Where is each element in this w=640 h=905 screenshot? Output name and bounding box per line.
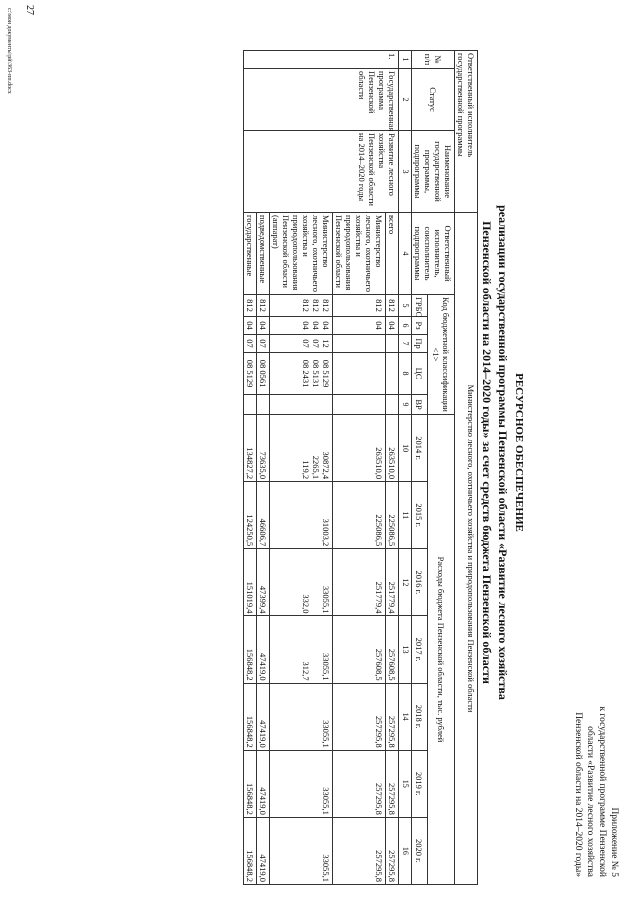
expense-cell: 31003,2 bbox=[270, 482, 333, 549]
expense-cell: 33055,1 332,0 bbox=[270, 549, 333, 616]
index-cell: 4 bbox=[399, 213, 412, 295]
executor-label: Ответственный исполнитель государственной программы bbox=[455, 51, 478, 213]
program-status: Государственная программа Пензенской области bbox=[244, 69, 399, 131]
doc-subtitle: Пензенской области на 2014–2020 годы» за счет средств бюджета Пензенской области bbox=[480, 221, 494, 684]
appendix-line: области «Развитие лесного хозяйства bbox=[585, 726, 595, 877]
pr-cell: 07 bbox=[244, 335, 257, 353]
expense-cell: 134827,2 bbox=[244, 415, 257, 482]
doc-subtitle: реализации государственной программы Пензенской области «Развитие лесного хозяйства bbox=[496, 205, 510, 700]
grbs-cell: 812 bbox=[386, 295, 399, 317]
vr-cell bbox=[244, 395, 257, 415]
index-cell: 12 bbox=[399, 549, 412, 616]
expense-cell: 263510,0 bbox=[333, 415, 386, 482]
rz-cell: 04 bbox=[386, 317, 399, 335]
col-status: Статус bbox=[412, 69, 455, 131]
executor-cell: Министерство лесного, охотничьего хозяйства и природопользования Пензенской области (аппарат) bbox=[270, 213, 333, 295]
expense-cell: 47399,4 bbox=[257, 549, 270, 616]
index-cell: 7 bbox=[399, 335, 412, 353]
expense-cell: 257608,5 bbox=[333, 616, 386, 683]
cs-cell: 08 0561 bbox=[257, 353, 270, 395]
col-budget-code: Код бюджетной классификации <1> bbox=[427, 295, 454, 415]
pr-cell bbox=[386, 335, 399, 353]
executor-cell: Министерство лесного, охотничьего хозяйства и природопользования Пензенской области bbox=[333, 213, 386, 295]
expense-cell: 47419,0 bbox=[257, 817, 270, 884]
expense-cell: 73635,0 bbox=[257, 415, 270, 482]
index-cell: 2 bbox=[399, 69, 412, 131]
expense-cell: 257295,8 bbox=[333, 750, 386, 817]
col-pr: Пр bbox=[412, 335, 428, 353]
col-vr: ВР bbox=[412, 395, 428, 415]
col-name: Наименование государственной программы, подпрограммы bbox=[412, 131, 455, 213]
vr-cell bbox=[386, 395, 399, 415]
col-year: 2020 г. bbox=[412, 817, 428, 884]
expense-cell: 257295,8 bbox=[386, 683, 399, 750]
index-cell: 10 bbox=[399, 415, 412, 482]
cs-cell bbox=[386, 353, 399, 395]
expense-cell: 257608,5 bbox=[386, 616, 399, 683]
expense-cell: 225086,5 bbox=[333, 482, 386, 549]
rz-cell: 04 bbox=[244, 317, 257, 335]
appendix-line: к государственной программе Пензенской bbox=[597, 706, 607, 877]
executor-cell: государственные bbox=[244, 213, 257, 295]
index-cell: 15 bbox=[399, 750, 412, 817]
expense-cell: 156848,2 bbox=[244, 683, 257, 750]
expense-cell: 33055,1 bbox=[270, 683, 333, 750]
expense-cell: 30872,4 2265,1 119,2 bbox=[270, 415, 333, 482]
appendix-line: Пензенской области на 2014–2020 годы» bbox=[573, 712, 583, 877]
col-year: 2019 г. bbox=[412, 750, 428, 817]
index-row bbox=[399, 51, 412, 885]
pr-cell: 12 07 07 bbox=[270, 335, 333, 353]
file-path: c:\мои документы\рй\363-пп.docx bbox=[6, 8, 12, 94]
index-cell: 8 bbox=[399, 353, 412, 395]
expense-cell: 47419,0 bbox=[257, 683, 270, 750]
executor-cell: подведомственные bbox=[257, 213, 270, 295]
expense-cell: 156848,2 bbox=[244, 817, 257, 884]
col-num: № п/п bbox=[412, 51, 455, 69]
expense-cell: 257295,8 bbox=[333, 683, 386, 750]
rz-cell: 04 04 04 bbox=[270, 317, 333, 335]
expense-cell: 251779,4 bbox=[386, 549, 399, 616]
vr-cell bbox=[270, 395, 333, 415]
grbs-cell: 812 bbox=[257, 295, 270, 317]
index-cell: 3 bbox=[399, 131, 412, 213]
row-number: 1. bbox=[244, 51, 399, 69]
col-year: 2016 г. bbox=[412, 549, 428, 616]
appendix-note bbox=[572, 647, 620, 877]
expense-cell: 257295,8 bbox=[333, 817, 386, 884]
col-year: 2018 г. bbox=[412, 683, 428, 750]
col-year: 2015 г. bbox=[412, 482, 428, 549]
pr-cell: 07 bbox=[257, 335, 270, 353]
expense-cell: 47419,0 bbox=[257, 616, 270, 683]
expense-cell: 46606,7 bbox=[257, 482, 270, 549]
col-grbs: ГРБС bbox=[412, 295, 428, 317]
col-year: 2017 г. bbox=[412, 616, 428, 683]
grbs-cell: 812 812 812 bbox=[270, 295, 333, 317]
index-cell: 13 bbox=[399, 616, 412, 683]
vr-cell bbox=[333, 395, 386, 415]
index-cell: 16 bbox=[399, 817, 412, 884]
table-body bbox=[244, 51, 399, 885]
col-executor: Ответственный исполнитель, соисполнитель подпрограммы bbox=[412, 213, 455, 295]
rz-cell: 04 bbox=[257, 317, 270, 335]
expense-cell: 225086,5 bbox=[386, 482, 399, 549]
table-row bbox=[386, 51, 399, 885]
index-cell: 11 bbox=[399, 482, 412, 549]
executor-value: Министерство лесного, охотничьего хозяйства и природопользования Пензенской области bbox=[455, 213, 478, 885]
page-number: 27 bbox=[24, 5, 35, 15]
doc-title: РЕСУРСНОЕ ОБЕСПЕЧЕНИЕ bbox=[513, 373, 525, 532]
expense-cell: 257295,8 bbox=[386, 750, 399, 817]
index-cell: 1 bbox=[399, 51, 412, 69]
col-year: 2014 г. bbox=[412, 415, 428, 482]
expense-cell: 33055,1 bbox=[270, 750, 333, 817]
col-expenses: Расходы бюджета Пензенской области, тыс. рублей bbox=[427, 415, 454, 885]
appendix-line: Приложение № 5 bbox=[609, 807, 619, 877]
col-cs: ЦС bbox=[412, 353, 428, 395]
index-cell: 6 bbox=[399, 317, 412, 335]
expense-cell: 251779,4 bbox=[333, 549, 386, 616]
cs-cell: 08 5129 bbox=[244, 353, 257, 395]
index-cell: 9 bbox=[399, 395, 412, 415]
program-name: Развитие лесного хозяйства Пензенской области на 2014–2020 годы bbox=[244, 131, 399, 213]
expense-cell: 263510,0 bbox=[386, 415, 399, 482]
expense-cell: 33055,1 312,7 bbox=[270, 616, 333, 683]
index-cell: 14 bbox=[399, 683, 412, 750]
expense-cell: 257295,8 bbox=[386, 817, 399, 884]
expense-cell: 151019,4 bbox=[244, 549, 257, 616]
rz-cell: 04 bbox=[333, 317, 386, 335]
expense-cell: 156848,2 bbox=[244, 616, 257, 683]
grbs-cell: 812 bbox=[244, 295, 257, 317]
expense-cell: 124250,5 bbox=[244, 482, 257, 549]
resource-table bbox=[243, 50, 478, 885]
index-cell: 5 bbox=[399, 295, 412, 317]
pr-cell bbox=[333, 335, 386, 353]
expense-cell: 47419,0 bbox=[257, 750, 270, 817]
expense-cell: 33055,1 bbox=[270, 817, 333, 884]
cs-cell: 08 5129 08 5131 08 2431 bbox=[270, 353, 333, 395]
executor-cell: всего bbox=[386, 213, 399, 295]
expense-cell: 156848,2 bbox=[244, 750, 257, 817]
cs-cell bbox=[333, 353, 386, 395]
grbs-cell: 812 bbox=[333, 295, 386, 317]
col-rz: Рз bbox=[412, 317, 428, 335]
vr-cell bbox=[257, 395, 270, 415]
